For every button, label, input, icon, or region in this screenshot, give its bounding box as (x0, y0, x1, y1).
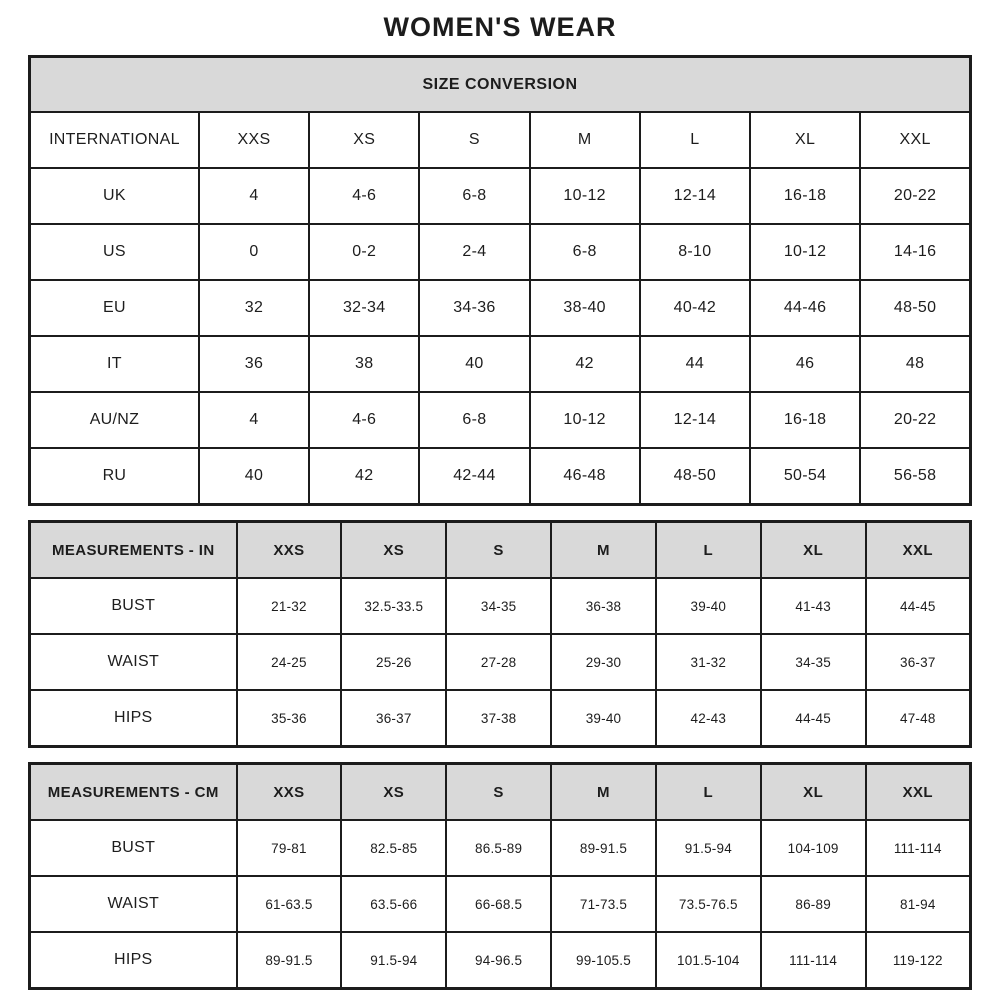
table-cell: 63.5-66 (341, 876, 446, 932)
size-conversion-column-header-row (30, 112, 971, 168)
table-cell: 56-58 (860, 448, 970, 505)
table-cell: 81-94 (866, 876, 971, 932)
row-label: EU (30, 280, 199, 336)
column-header-xxl: XXL (860, 112, 970, 168)
table-row-eu (30, 280, 971, 336)
column-header-s: S (419, 112, 529, 168)
table-row-ru (30, 448, 971, 505)
table-cell: 37-38 (446, 690, 551, 747)
table-row-hips-in (30, 690, 971, 747)
measurements-in-header-row (30, 522, 971, 579)
table-cell: 0-2 (309, 224, 419, 280)
row-label: UK (30, 168, 199, 224)
table-cell: 73.5-76.5 (656, 876, 761, 932)
table-cell: 29-30 (551, 634, 656, 690)
table-cell: 86-89 (761, 876, 866, 932)
column-header-xxs: XXS (199, 112, 309, 168)
table-cell: 89-91.5 (237, 932, 342, 989)
table-cell: 25-26 (341, 634, 446, 690)
column-header-xxs: XXS (237, 522, 342, 579)
column-header-international: INTERNATIONAL (30, 112, 199, 168)
table-cell: 79-81 (237, 820, 342, 876)
table-cell: 44-46 (750, 280, 860, 336)
table-cell: 20-22 (860, 392, 970, 448)
table-cell: 42-43 (656, 690, 761, 747)
table-cell: 6-8 (419, 392, 529, 448)
table-cell: 39-40 (551, 690, 656, 747)
table-cell: 36-37 (341, 690, 446, 747)
table-row-hips-cm (30, 932, 971, 989)
table-cell: 44 (640, 336, 750, 392)
table-cell: 119-122 (866, 932, 971, 989)
column-header-m: M (551, 764, 656, 821)
column-header-xxl: XXL (866, 522, 971, 579)
table-cell: 61-63.5 (237, 876, 342, 932)
column-header-l: L (640, 112, 750, 168)
size-conversion-title-row (30, 57, 971, 113)
table-cell: 4-6 (309, 168, 419, 224)
table-cell: 36-37 (866, 634, 971, 690)
table-cell: 27-28 (446, 634, 551, 690)
column-header-xs: XS (309, 112, 419, 168)
table-cell: 42 (530, 336, 640, 392)
column-header-m: M (551, 522, 656, 579)
row-label: AU/NZ (30, 392, 199, 448)
table-cell: 32.5-33.5 (341, 578, 446, 634)
table-cell: 36 (199, 336, 309, 392)
column-header-xxs: XXS (237, 764, 342, 821)
row-label: HIPS (30, 932, 237, 989)
table-cell: 94-96.5 (446, 932, 551, 989)
row-label: RU (30, 448, 199, 505)
table-row-bust-in (30, 578, 971, 634)
column-header-xl: XL (761, 764, 866, 821)
table-cell: 36-38 (551, 578, 656, 634)
table-cell: 10-12 (530, 392, 640, 448)
column-header-m: M (530, 112, 640, 168)
size-conversion-header: SIZE CONVERSION (30, 57, 971, 113)
table-cell: 0 (199, 224, 309, 280)
table-cell: 48-50 (860, 280, 970, 336)
measurements-cm-header: MEASUREMENTS - CM (30, 764, 237, 821)
row-label: US (30, 224, 199, 280)
table-row-waist-cm (30, 876, 971, 932)
table-cell: 32 (199, 280, 309, 336)
measurements-cm-table (28, 762, 972, 990)
table-cell: 47-48 (866, 690, 971, 747)
table-cell: 38-40 (530, 280, 640, 336)
column-header-xxl: XXL (866, 764, 971, 821)
table-cell: 8-10 (640, 224, 750, 280)
table-cell: 40-42 (640, 280, 750, 336)
table-cell: 66-68.5 (446, 876, 551, 932)
column-header-xl: XL (761, 522, 866, 579)
page-title: WOMEN'S WEAR (383, 12, 617, 42)
table-cell: 38 (309, 336, 419, 392)
table-cell: 10-12 (530, 168, 640, 224)
table-cell: 42 (309, 448, 419, 505)
table-row-bust-cm (30, 820, 971, 876)
row-label: WAIST (30, 876, 237, 932)
table-cell: 44-45 (866, 578, 971, 634)
table-cell: 40 (199, 448, 309, 505)
table-cell: 6-8 (530, 224, 640, 280)
table-cell: 20-22 (860, 168, 970, 224)
measurements-cm-header-row (30, 764, 971, 821)
table-cell: 16-18 (750, 168, 860, 224)
table-cell: 31-32 (656, 634, 761, 690)
row-label: BUST (30, 820, 237, 876)
column-header-s: S (446, 764, 551, 821)
table-cell: 32-34 (309, 280, 419, 336)
measurements-in-table (28, 520, 972, 748)
table-row-aunz (30, 392, 971, 448)
table-cell: 71-73.5 (551, 876, 656, 932)
measurements-in-header: MEASUREMENTS - IN (30, 522, 237, 579)
table-cell: 4-6 (309, 392, 419, 448)
column-header-xs: XS (341, 764, 446, 821)
row-label: HIPS (30, 690, 237, 747)
table-cell: 21-32 (237, 578, 342, 634)
table-cell: 35-36 (237, 690, 342, 747)
table-cell: 46-48 (530, 448, 640, 505)
table-cell: 111-114 (761, 932, 866, 989)
table-cell: 82.5-85 (341, 820, 446, 876)
table-cell: 10-12 (750, 224, 860, 280)
column-header-xs: XS (341, 522, 446, 579)
table-cell: 24-25 (237, 634, 342, 690)
column-header-l: L (656, 764, 761, 821)
table-cell: 12-14 (640, 392, 750, 448)
table-cell: 34-36 (419, 280, 529, 336)
table-cell: 2-4 (419, 224, 529, 280)
table-row-us (30, 224, 971, 280)
table-cell: 12-14 (640, 168, 750, 224)
table-cell: 41-43 (761, 578, 866, 634)
table-cell: 89-91.5 (551, 820, 656, 876)
row-label: BUST (30, 578, 237, 634)
table-cell: 34-35 (446, 578, 551, 634)
table-cell: 48 (860, 336, 970, 392)
row-label: WAIST (30, 634, 237, 690)
table-row-waist-in (30, 634, 971, 690)
table-cell: 4 (199, 168, 309, 224)
table-cell: 6-8 (419, 168, 529, 224)
table-cell: 34-35 (761, 634, 866, 690)
table-row-uk (30, 168, 971, 224)
table-cell: 86.5-89 (446, 820, 551, 876)
column-header-l: L (656, 522, 761, 579)
column-header-s: S (446, 522, 551, 579)
table-cell: 4 (199, 392, 309, 448)
table-cell: 16-18 (750, 392, 860, 448)
table-cell: 48-50 (640, 448, 750, 505)
table-cell: 42-44 (419, 448, 529, 505)
table-cell: 46 (750, 336, 860, 392)
table-cell: 101.5-104 (656, 932, 761, 989)
table-row-it (30, 336, 971, 392)
row-label: IT (30, 336, 199, 392)
table-cell: 44-45 (761, 690, 866, 747)
table-cell: 50-54 (750, 448, 860, 505)
table-cell: 14-16 (860, 224, 970, 280)
column-header-xl: XL (750, 112, 860, 168)
table-cell: 91.5-94 (656, 820, 761, 876)
table-cell: 39-40 (656, 578, 761, 634)
table-cell: 111-114 (866, 820, 971, 876)
table-cell: 40 (419, 336, 529, 392)
table-cell: 91.5-94 (341, 932, 446, 989)
size-conversion-table (28, 55, 972, 506)
table-cell: 104-109 (761, 820, 866, 876)
table-cell: 99-105.5 (551, 932, 656, 989)
